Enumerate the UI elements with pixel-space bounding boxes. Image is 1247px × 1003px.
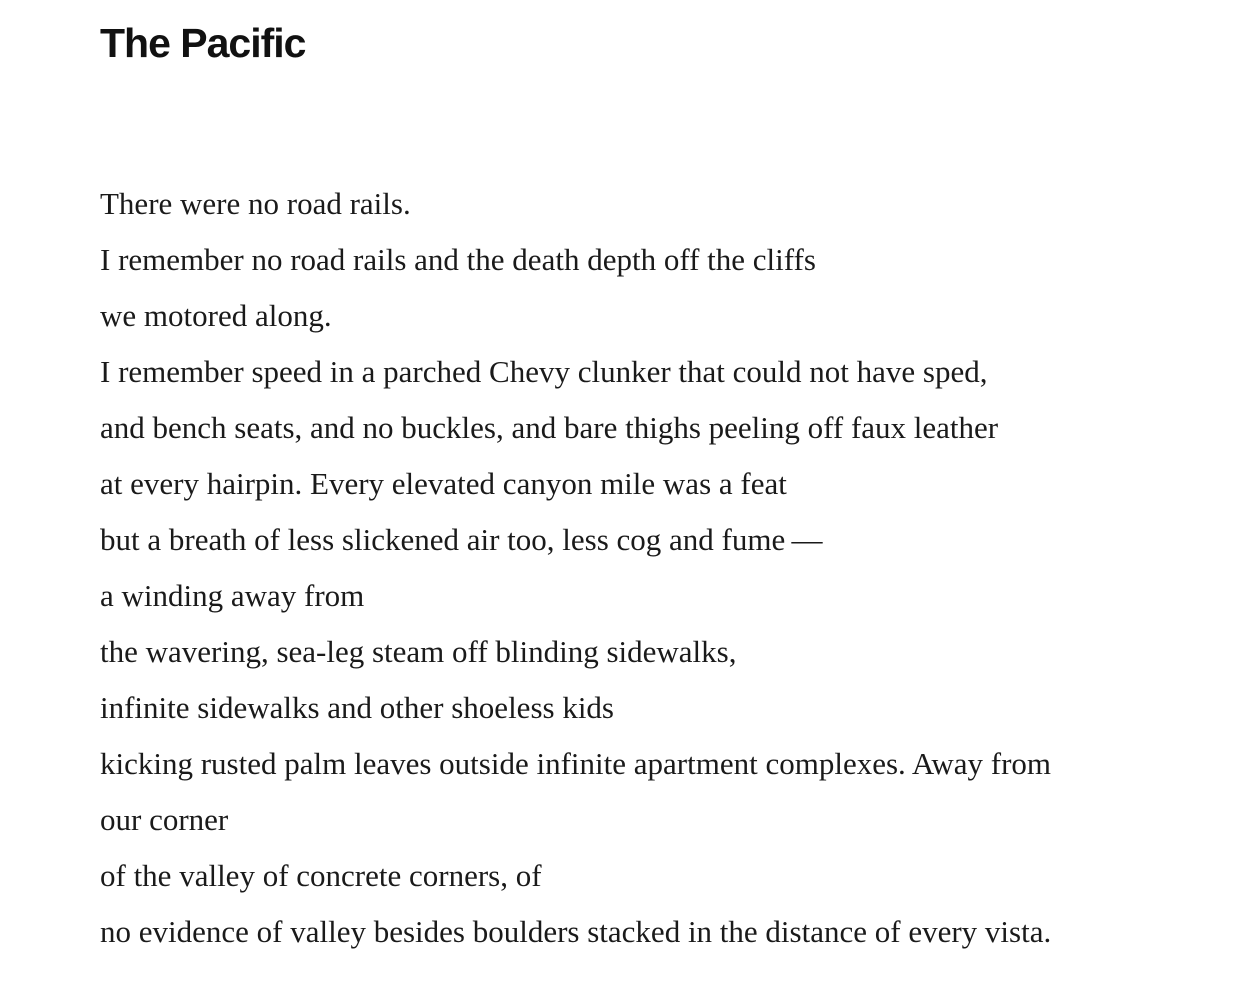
poem-line: of the valley of concrete corners, of — [100, 858, 542, 893]
poem-line: no evidence of valley besides boulders stacked in the distance of every vista. — [100, 914, 1052, 949]
poem-line: infinite sidewalks and other shoeless kids — [100, 690, 614, 725]
poem-line: kicking rusted palm leaves outside infinite apartment complexes. Away from — [100, 746, 1052, 781]
poem-line: our corner — [100, 802, 229, 837]
poem-line: I remember speed in a parched Chevy clunker that could not have sped, — [100, 354, 988, 389]
poem-title: The Pacific — [100, 20, 306, 66]
poem-line: but a breath of less slickened air too, less cog and fume — — [100, 522, 823, 557]
poem-line: a winding away from — [100, 578, 365, 613]
poem-line: I remember no road rails and the death depth off the cliffs — [100, 242, 816, 277]
poem-line: and bench seats, and no buckles, and bare thighs peeling off faux leather — [100, 410, 999, 445]
poem-line: There were no road rails. — [100, 186, 411, 221]
poem-line: we motored along. — [100, 298, 332, 333]
poem-body — [100, 176, 1051, 960]
poem-line: the wavering, sea-leg steam off blinding sidewalks, — [100, 634, 737, 669]
poem-line: at every hairpin. Every elevated canyon mile was a feat — [100, 466, 787, 501]
